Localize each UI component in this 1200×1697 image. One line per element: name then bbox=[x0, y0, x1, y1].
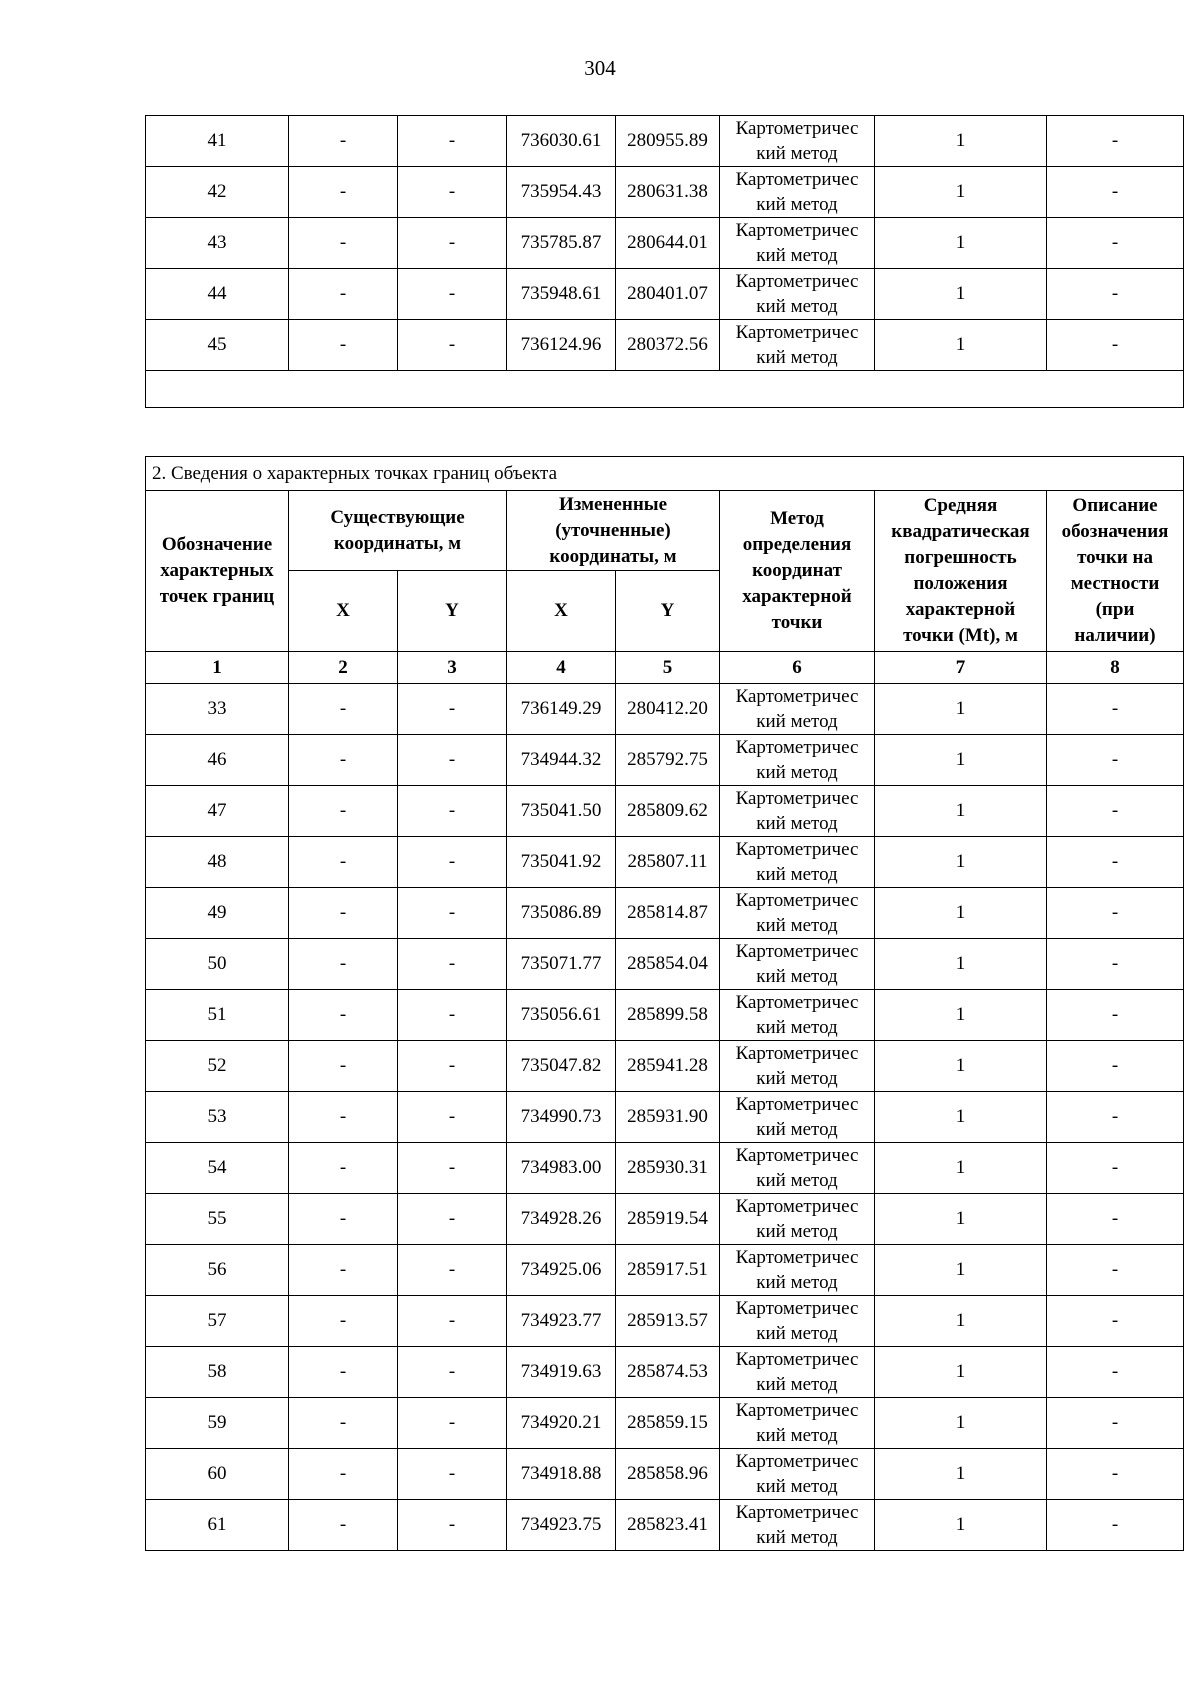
cell-desc: - bbox=[1047, 684, 1184, 735]
method-line-1: Картометричес bbox=[735, 839, 859, 860]
page-number: 304 bbox=[584, 56, 616, 80]
cell-y: 280955.89 bbox=[616, 116, 720, 167]
cell-mt: 1 bbox=[875, 990, 1047, 1041]
cell-desc: - bbox=[1047, 735, 1184, 786]
cell-desc: - bbox=[1047, 269, 1184, 320]
table1-body bbox=[146, 116, 1184, 371]
cell-ex-y: - bbox=[398, 320, 507, 371]
cell-mt: 1 bbox=[875, 684, 1047, 735]
cell-ex-x: - bbox=[289, 1347, 398, 1398]
cell-method bbox=[720, 320, 875, 371]
cell-y: 285854.04 bbox=[616, 939, 720, 990]
cell-ex-y: - bbox=[398, 1296, 507, 1347]
method-line-2: кий метод bbox=[756, 194, 838, 215]
cell-x: 735954.43 bbox=[507, 167, 616, 218]
table-row bbox=[146, 1500, 1184, 1551]
column-number: 1 bbox=[146, 652, 289, 684]
cell-ex-x: - bbox=[289, 320, 398, 371]
cell-desc: - bbox=[1047, 320, 1184, 371]
cell-x: 735047.82 bbox=[507, 1041, 616, 1092]
cell-point: 56 bbox=[146, 1245, 289, 1296]
cell-ex-y: - bbox=[398, 1449, 507, 1500]
cell-method bbox=[720, 1245, 875, 1296]
cell-ex-y: - bbox=[398, 1347, 507, 1398]
cell-y: 285930.31 bbox=[616, 1143, 720, 1194]
cell-ex-y: - bbox=[398, 167, 507, 218]
method-line-1: Картометричес bbox=[735, 1400, 859, 1421]
cell-y: 280372.56 bbox=[616, 320, 720, 371]
cell-ex-x: - bbox=[289, 990, 398, 1041]
method-line-1: Картометричес bbox=[735, 992, 859, 1013]
cell-desc: - bbox=[1047, 116, 1184, 167]
method-line-2: кий метод bbox=[756, 245, 838, 266]
cell-ex-y: - bbox=[398, 1092, 507, 1143]
cell-desc: - bbox=[1047, 786, 1184, 837]
method-line-1: Картометричес bbox=[735, 788, 859, 809]
cell-ex-x: - bbox=[289, 1245, 398, 1296]
cell-method bbox=[720, 1092, 875, 1143]
column-number: 4 bbox=[507, 652, 616, 684]
cell-ex-y: - bbox=[398, 1041, 507, 1092]
cell-y: 285809.62 bbox=[616, 786, 720, 837]
column-number: 3 bbox=[398, 652, 507, 684]
cell-ex-x: - bbox=[289, 167, 398, 218]
table-row bbox=[146, 269, 1184, 320]
cell-x: 734919.63 bbox=[507, 1347, 616, 1398]
method-line-1: Картометричес bbox=[735, 737, 859, 758]
cell-ex-y: - bbox=[398, 1143, 507, 1194]
boundary-points-table bbox=[145, 456, 1184, 1551]
header-changed-coordinates: Измененные (уточненные) координаты, м bbox=[507, 491, 720, 571]
cell-y: 285931.90 bbox=[616, 1092, 720, 1143]
cell-ex-x: - bbox=[289, 269, 398, 320]
coordinates-table-continued bbox=[145, 115, 1184, 408]
cell-point: 46 bbox=[146, 735, 289, 786]
table-row bbox=[146, 990, 1184, 1041]
cell-method bbox=[720, 1041, 875, 1092]
cell-desc: - bbox=[1047, 1296, 1184, 1347]
cell-x: 734925.06 bbox=[507, 1245, 616, 1296]
cell-method bbox=[720, 1500, 875, 1551]
method-line-1: Картометричес bbox=[735, 1451, 859, 1472]
cell-mt: 1 bbox=[875, 1143, 1047, 1194]
table-row bbox=[146, 116, 1184, 167]
method-line-2: кий метод bbox=[756, 1425, 838, 1446]
method-line-2: кий метод bbox=[756, 1272, 838, 1293]
cell-point: 60 bbox=[146, 1449, 289, 1500]
cell-x: 735056.61 bbox=[507, 990, 616, 1041]
cell-point: 44 bbox=[146, 269, 289, 320]
method-line-2: кий метод bbox=[756, 1323, 838, 1344]
cell-method bbox=[720, 116, 875, 167]
cell-desc: - bbox=[1047, 1398, 1184, 1449]
method-line-1: Картометричес bbox=[735, 322, 859, 343]
cell-x: 734944.32 bbox=[507, 735, 616, 786]
cell-point: 47 bbox=[146, 786, 289, 837]
cell-ex-x: - bbox=[289, 1398, 398, 1449]
cell-method bbox=[720, 1296, 875, 1347]
cell-mt: 1 bbox=[875, 735, 1047, 786]
cell-mt: 1 bbox=[875, 218, 1047, 269]
cell-mt: 1 bbox=[875, 1500, 1047, 1551]
table-row bbox=[146, 1041, 1184, 1092]
table-row bbox=[146, 1398, 1184, 1449]
column-number: 6 bbox=[720, 652, 875, 684]
header-method: Метод определения координат характерной точки bbox=[720, 491, 875, 652]
cell-method bbox=[720, 1194, 875, 1245]
cell-point: 52 bbox=[146, 1041, 289, 1092]
method-line-2: кий метод bbox=[756, 1017, 838, 1038]
cell-y: 285814.87 bbox=[616, 888, 720, 939]
method-line-1: Картометричес bbox=[735, 169, 859, 190]
cell-ex-y: - bbox=[398, 218, 507, 269]
cell-x: 734918.88 bbox=[507, 1449, 616, 1500]
cell-ex-y: - bbox=[398, 684, 507, 735]
cell-ex-x: - bbox=[289, 1296, 398, 1347]
cell-point: 57 bbox=[146, 1296, 289, 1347]
cell-ex-y: - bbox=[398, 1398, 507, 1449]
cell-method bbox=[720, 1449, 875, 1500]
header-designation: Обозначение характерных точек границ bbox=[146, 491, 289, 652]
column-number: 2 bbox=[289, 652, 398, 684]
cell-y: 285874.53 bbox=[616, 1347, 720, 1398]
cell-method bbox=[720, 1143, 875, 1194]
cell-ex-x: - bbox=[289, 939, 398, 990]
method-line-2: кий метод bbox=[756, 1221, 838, 1242]
cell-mt: 1 bbox=[875, 1449, 1047, 1500]
method-line-1: Картометричес bbox=[735, 1043, 859, 1064]
cell-y: 285899.58 bbox=[616, 990, 720, 1041]
cell-mt: 1 bbox=[875, 1398, 1047, 1449]
cell-point: 42 bbox=[146, 167, 289, 218]
method-line-1: Картометричес bbox=[735, 890, 859, 911]
cell-desc: - bbox=[1047, 218, 1184, 269]
cell-ex-y: - bbox=[398, 837, 507, 888]
cell-ex-x: - bbox=[289, 837, 398, 888]
cell-ex-y: - bbox=[398, 1245, 507, 1296]
cell-mt: 1 bbox=[875, 1092, 1047, 1143]
cell-x: 735948.61 bbox=[507, 269, 616, 320]
header-existing-y: Y bbox=[398, 571, 507, 652]
cell-y: 285859.15 bbox=[616, 1398, 720, 1449]
cell-ex-x: - bbox=[289, 1041, 398, 1092]
table-row bbox=[146, 1449, 1184, 1500]
cell-x: 734923.75 bbox=[507, 1500, 616, 1551]
cell-y: 280401.07 bbox=[616, 269, 720, 320]
cell-point: 48 bbox=[146, 837, 289, 888]
cell-method bbox=[720, 888, 875, 939]
cell-ex-x: - bbox=[289, 786, 398, 837]
header-description: Описание обозначения точки на местности (при наличии) bbox=[1047, 491, 1184, 652]
table-row bbox=[146, 939, 1184, 990]
table-row bbox=[146, 1347, 1184, 1398]
method-line-1: Картометричес bbox=[735, 1502, 859, 1523]
cell-method bbox=[720, 684, 875, 735]
table-row bbox=[146, 167, 1184, 218]
method-line-2: кий метод bbox=[756, 143, 838, 164]
cell-desc: - bbox=[1047, 990, 1184, 1041]
method-line-2: кий метод bbox=[756, 915, 838, 936]
cell-x: 735071.77 bbox=[507, 939, 616, 990]
cell-point: 41 bbox=[146, 116, 289, 167]
method-line-1: Картометричес bbox=[735, 220, 859, 241]
method-line-1: Картометричес bbox=[735, 1349, 859, 1370]
cell-x: 735086.89 bbox=[507, 888, 616, 939]
cell-point: 55 bbox=[146, 1194, 289, 1245]
cell-x: 735041.50 bbox=[507, 786, 616, 837]
cell-mt: 1 bbox=[875, 1347, 1047, 1398]
method-line-1: Картометричес bbox=[735, 1145, 859, 1166]
method-line-2: кий метод bbox=[756, 1476, 838, 1497]
cell-y: 280631.38 bbox=[616, 167, 720, 218]
cell-y: 285941.28 bbox=[616, 1041, 720, 1092]
method-line-2: кий метод bbox=[756, 1527, 838, 1548]
cell-method bbox=[720, 269, 875, 320]
cell-ex-x: - bbox=[289, 218, 398, 269]
cell-mt: 1 bbox=[875, 269, 1047, 320]
cell-desc: - bbox=[1047, 1449, 1184, 1500]
cell-desc: - bbox=[1047, 1092, 1184, 1143]
method-line-2: кий метод bbox=[756, 813, 838, 834]
cell-desc: - bbox=[1047, 167, 1184, 218]
cell-ex-x: - bbox=[289, 735, 398, 786]
cell-ex-x: - bbox=[289, 888, 398, 939]
method-line-1: Картометричес bbox=[735, 1298, 859, 1319]
method-line-2: кий метод bbox=[756, 1119, 838, 1140]
cell-y: 285858.96 bbox=[616, 1449, 720, 1500]
method-line-2: кий метод bbox=[756, 864, 838, 885]
cell-ex-y: - bbox=[398, 269, 507, 320]
cell-desc: - bbox=[1047, 1500, 1184, 1551]
cell-mt: 1 bbox=[875, 1245, 1047, 1296]
cell-x: 734983.00 bbox=[507, 1143, 616, 1194]
method-line-2: кий метод bbox=[756, 711, 838, 732]
method-line-1: Картометричес bbox=[735, 1247, 859, 1268]
table-row bbox=[146, 1245, 1184, 1296]
table-row bbox=[146, 1194, 1184, 1245]
cell-desc: - bbox=[1047, 1245, 1184, 1296]
table-row bbox=[146, 1296, 1184, 1347]
cell-point: 43 bbox=[146, 218, 289, 269]
method-line-2: кий метод bbox=[756, 762, 838, 783]
method-line-1: Картометричес bbox=[735, 941, 859, 962]
table-row bbox=[146, 684, 1184, 735]
cell-mt: 1 bbox=[875, 320, 1047, 371]
cell-x: 736124.96 bbox=[507, 320, 616, 371]
cell-x: 735041.92 bbox=[507, 837, 616, 888]
cell-desc: - bbox=[1047, 1347, 1184, 1398]
cell-method bbox=[720, 786, 875, 837]
cell-point: 49 bbox=[146, 888, 289, 939]
cell-ex-y: - bbox=[398, 116, 507, 167]
cell-x: 734928.26 bbox=[507, 1194, 616, 1245]
cell-desc: - bbox=[1047, 1041, 1184, 1092]
cell-x: 735785.87 bbox=[507, 218, 616, 269]
cell-point: 50 bbox=[146, 939, 289, 990]
cell-method bbox=[720, 1347, 875, 1398]
cell-desc: - bbox=[1047, 837, 1184, 888]
cell-y: 280412.20 bbox=[616, 684, 720, 735]
cell-point: 51 bbox=[146, 990, 289, 1041]
cell-point: 59 bbox=[146, 1398, 289, 1449]
cell-point: 33 bbox=[146, 684, 289, 735]
cell-method bbox=[720, 218, 875, 269]
cell-y: 285917.51 bbox=[616, 1245, 720, 1296]
column-number: 8 bbox=[1047, 652, 1184, 684]
table-row bbox=[146, 1092, 1184, 1143]
cell-x: 734923.77 bbox=[507, 1296, 616, 1347]
cell-ex-y: - bbox=[398, 1500, 507, 1551]
cell-x: 736149.29 bbox=[507, 684, 616, 735]
section-title: 2. Сведения о характерных точках границ объекта bbox=[146, 457, 1184, 491]
table-row bbox=[146, 888, 1184, 939]
cell-method bbox=[720, 167, 875, 218]
cell-method bbox=[720, 939, 875, 990]
cell-mt: 1 bbox=[875, 1194, 1047, 1245]
cell-ex-x: - bbox=[289, 1500, 398, 1551]
method-line-1: Картометричес bbox=[735, 271, 859, 292]
cell-x: 734920.21 bbox=[507, 1398, 616, 1449]
method-line-1: Картометричес bbox=[735, 1196, 859, 1217]
cell-mt: 1 bbox=[875, 167, 1047, 218]
header-changed-y: Y bbox=[616, 571, 720, 652]
cell-ex-x: - bbox=[289, 1092, 398, 1143]
cell-ex-y: - bbox=[398, 990, 507, 1041]
method-line-2: кий метод bbox=[756, 347, 838, 368]
cell-method bbox=[720, 990, 875, 1041]
cell-ex-y: - bbox=[398, 735, 507, 786]
cell-ex-x: - bbox=[289, 1194, 398, 1245]
cell-ex-x: - bbox=[289, 116, 398, 167]
cell-method bbox=[720, 837, 875, 888]
cell-point: 58 bbox=[146, 1347, 289, 1398]
cell-point: 54 bbox=[146, 1143, 289, 1194]
method-line-1: Картометричес bbox=[735, 118, 859, 139]
cell-mt: 1 bbox=[875, 116, 1047, 167]
table-row bbox=[146, 735, 1184, 786]
cell-ex-x: - bbox=[289, 1143, 398, 1194]
method-line-2: кий метод bbox=[756, 1068, 838, 1089]
column-number: 7 bbox=[875, 652, 1047, 684]
cell-y: 285913.57 bbox=[616, 1296, 720, 1347]
cell-point: 61 bbox=[146, 1500, 289, 1551]
cell-mt: 1 bbox=[875, 786, 1047, 837]
method-line-2: кий метод bbox=[756, 1170, 838, 1191]
table-row bbox=[146, 218, 1184, 269]
method-line-2: кий метод bbox=[756, 296, 838, 317]
cell-mt: 1 bbox=[875, 1296, 1047, 1347]
cell-y: 285792.75 bbox=[616, 735, 720, 786]
cell-desc: - bbox=[1047, 888, 1184, 939]
method-line-2: кий метод bbox=[756, 1374, 838, 1395]
cell-mt: 1 bbox=[875, 837, 1047, 888]
table-row bbox=[146, 1143, 1184, 1194]
method-line-1: Картометричес bbox=[735, 1094, 859, 1115]
header-changed-x: X bbox=[507, 571, 616, 652]
table-row bbox=[146, 786, 1184, 837]
cell-desc: - bbox=[1047, 939, 1184, 990]
cell-mt: 1 bbox=[875, 1041, 1047, 1092]
cell-x: 736030.61 bbox=[507, 116, 616, 167]
cell-point: 53 bbox=[146, 1092, 289, 1143]
cell-mt: 1 bbox=[875, 888, 1047, 939]
cell-mt: 1 bbox=[875, 939, 1047, 990]
method-line-2: кий метод bbox=[756, 966, 838, 987]
header-mt: Средняя квадратическая погрешность положения характерной точки (Mt), м bbox=[875, 491, 1047, 652]
cell-y: 280644.01 bbox=[616, 218, 720, 269]
cell-y: 285807.11 bbox=[616, 837, 720, 888]
cell-ex-y: - bbox=[398, 888, 507, 939]
cell-point: 45 bbox=[146, 320, 289, 371]
empty-cell bbox=[146, 371, 1184, 408]
cell-ex-y: - bbox=[398, 1194, 507, 1245]
table-row bbox=[146, 320, 1184, 371]
table1-empty-row bbox=[146, 371, 1184, 408]
cell-ex-x: - bbox=[289, 1449, 398, 1500]
method-line-1: Картометричес bbox=[735, 686, 859, 707]
cell-ex-y: - bbox=[398, 786, 507, 837]
cell-ex-y: - bbox=[398, 939, 507, 990]
header-existing-x: X bbox=[289, 571, 398, 652]
cell-y: 285919.54 bbox=[616, 1194, 720, 1245]
cell-ex-x: - bbox=[289, 684, 398, 735]
cell-method bbox=[720, 735, 875, 786]
cell-method bbox=[720, 1398, 875, 1449]
column-number: 5 bbox=[616, 652, 720, 684]
cell-desc: - bbox=[1047, 1143, 1184, 1194]
cell-y: 285823.41 bbox=[616, 1500, 720, 1551]
cell-x: 734990.73 bbox=[507, 1092, 616, 1143]
header-existing-coordinates: Существующие координаты, м bbox=[289, 491, 507, 571]
table-row bbox=[146, 837, 1184, 888]
cell-desc: - bbox=[1047, 1194, 1184, 1245]
table2-body bbox=[146, 684, 1184, 1551]
